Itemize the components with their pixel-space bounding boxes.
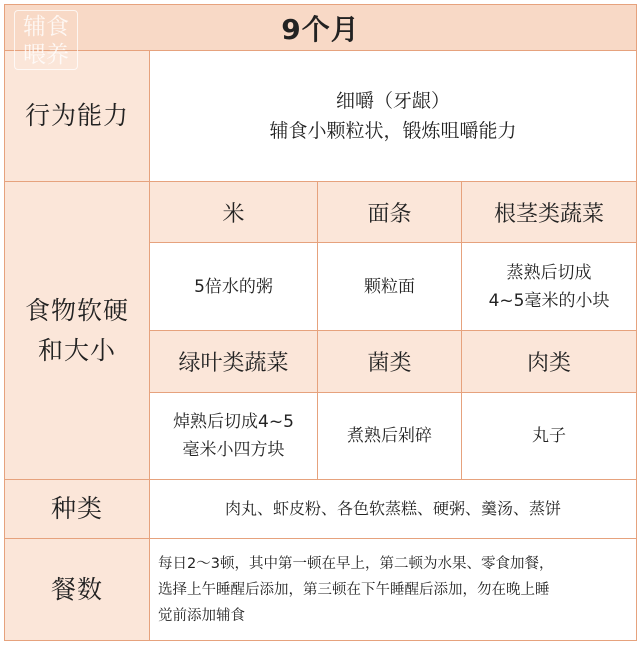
meals-line: 选择上午睡醒后添加，第三顿在下午睡醒后添加，勿在晚上睡 — [158, 581, 550, 598]
food-value-rice — [150, 243, 318, 331]
food-value-line: 5倍水的粥 — [194, 276, 273, 297]
food-value-line: 煮熟后剁碎 — [347, 426, 432, 446]
food-header-meat: 肉类 — [462, 331, 637, 393]
watermark-line: 喂养 — [23, 42, 69, 68]
food-value-line: 蒸熟后切成 — [506, 262, 592, 283]
food-value-line: 焯熟后切成4~5 — [173, 412, 294, 432]
food-value-line: 丸子 — [532, 426, 567, 446]
meals-label: 餐数 — [5, 539, 150, 641]
food-value-noodles — [318, 243, 462, 331]
food-value-meat — [462, 393, 637, 480]
meals-line: 觉前添加辅食 — [158, 607, 245, 624]
watermark-logo — [14, 10, 78, 70]
behavior-label: 行为能力 — [5, 51, 150, 182]
food-header-leafy-veg: 绿叶类蔬菜 — [150, 331, 318, 393]
food-value-root-veg — [462, 243, 637, 331]
behavior-value — [150, 51, 637, 182]
title-cell — [5, 5, 637, 51]
behavior-line: 细嚼（牙龈） — [336, 90, 451, 112]
food-header-rice: 米 — [150, 182, 318, 243]
food-value-line: 4~5毫米的小块 — [488, 290, 610, 311]
meals-line: 每日2～3顿，其中第一顿在早上，第二顿为水果、零食加餐， — [158, 555, 554, 572]
food-value-mushrooms — [318, 393, 462, 480]
food-value-line: 颗粒面 — [364, 276, 415, 297]
food-header-mushrooms: 菌类 — [318, 331, 462, 393]
meals-value — [150, 539, 637, 641]
page-title: 9个月 — [281, 12, 360, 46]
food-label-line: 食物软硬 — [24, 295, 129, 325]
food-header-noodles: 面条 — [318, 182, 462, 243]
food-label — [5, 182, 150, 480]
food-label-line: 和大小 — [37, 335, 116, 365]
watermark-line: 辅食 — [23, 14, 69, 40]
food-header-root-veg: 根茎类蔬菜 — [462, 182, 637, 243]
food-value-leafy-veg — [150, 393, 318, 480]
types-value: 肉丸、虾皮粉、各色软蒸糕、硬粥、羹汤、蒸饼 — [150, 480, 637, 539]
types-label: 种类 — [5, 480, 150, 539]
food-value-line: 毫米小四方块 — [182, 440, 285, 460]
behavior-line: 辅食小颗粒状，锻炼咀嚼能力 — [269, 120, 517, 142]
nine-month-feeding-table — [4, 4, 637, 641]
